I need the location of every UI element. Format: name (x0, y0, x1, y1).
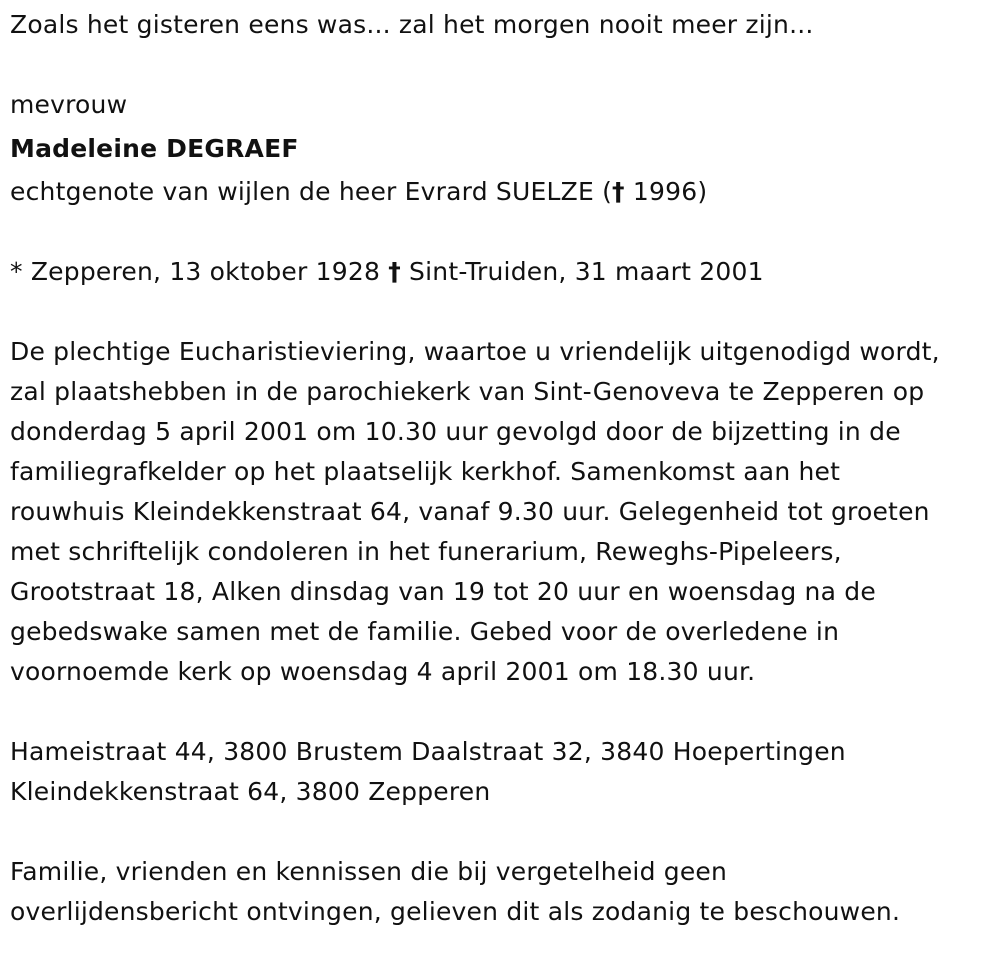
cross-icon: † (612, 177, 625, 206)
honorific-title: mevrouw (10, 90, 128, 119)
closing-line: Familie, vrienden en kennissen die bij vergetelheid geen (10, 857, 728, 886)
ceremony-line: zal plaatshebben in de parochiekerk van Sint-Genoveva te Zepperen op (10, 377, 925, 406)
ceremony-line: De plechtige Eucharistieviering, waartoe u vriendelijk uitgenodigd wordt, (10, 337, 940, 366)
spouse-line (10, 172, 995, 212)
dates-line (10, 252, 995, 292)
cross-icon: † (388, 257, 401, 286)
spacer (10, 692, 995, 732)
death-info: Sint-Truiden, 31 maart 2001 (400, 257, 764, 286)
spouse-suffix: 1996) (624, 177, 708, 206)
address-line: Kleindekkenstraat 64, 3800 Zepperen (10, 777, 491, 806)
ceremony-line: gebedswake samen met de familie. Gebed voor de overledene in (10, 617, 840, 646)
ceremony-line: voornoemde kerk op woensdag 4 april 2001 om 18.30 uur. (10, 657, 756, 686)
motto: Zoals het gisteren eens was... zal het morgen nooit meer zijn... (10, 10, 814, 39)
spacer (10, 812, 995, 852)
ceremony-line: met schriftelijk condoleren in het funerarium, Reweghs-Pipeleers, (10, 537, 842, 566)
deceased-name: Madeleine DEGRAEF (10, 134, 299, 163)
ceremony-line: Grootstraat 18, Alken dinsdag van 19 tot 20 uur en woensdag na de (10, 577, 876, 606)
closing-paragraph (10, 852, 995, 932)
spacer (10, 212, 995, 252)
spouse-prefix: echtgenote van wijlen de heer Evrard SUELZE ( (10, 177, 613, 206)
addresses-block (10, 732, 995, 812)
ceremony-paragraph (10, 332, 995, 692)
ceremony-line: familiegrafkelder op het plaatselijk kerkhof. Samenkomst aan het (10, 457, 841, 486)
ceremony-line: rouwhuis Kleindekkenstraat 64, vanaf 9.30 uur. Gelegenheid tot groeten (10, 497, 930, 526)
address-line: Hameistraat 44, 3800 Brustem Daalstraat 32, 3840 Hoepertingen (10, 737, 846, 766)
spacer (10, 45, 995, 85)
birth-info: * Zepperen, 13 oktober 1928 (10, 257, 389, 286)
closing-line: overlijdensbericht ontvingen, gelieven dit als zodanig te beschouwen. (10, 897, 901, 926)
death-notice (10, 0, 995, 932)
ceremony-line: donderdag 5 april 2001 om 10.30 uur gevolgd door de bijzetting in de (10, 417, 901, 446)
spacer (10, 292, 995, 332)
